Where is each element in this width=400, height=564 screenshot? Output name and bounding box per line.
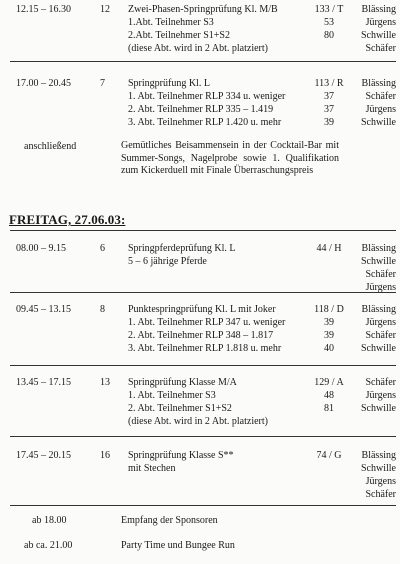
event-time: 13.45 – 17.15 — [16, 377, 71, 388]
event-code: 44 / H — [316, 243, 342, 254]
event-time: 17.45 – 20.15 — [16, 450, 71, 461]
judge-name: Blässing — [361, 78, 396, 89]
judge-name: Jürgens — [365, 476, 396, 487]
event-line: 2. Abt. Teilnehmer S1+S2 — [128, 403, 232, 414]
judge-name: Schwille — [361, 343, 396, 354]
judge-name: Jürgens — [365, 17, 396, 28]
judge-name: Blässing — [361, 304, 396, 315]
event-code: 39 — [324, 117, 334, 128]
event-number: 13 — [100, 377, 110, 388]
event-code: 39 — [324, 330, 334, 341]
note-text: Party Time und Bungee Run — [121, 540, 235, 551]
note-text: Empfang der Sponsoren — [121, 515, 218, 526]
judge-name: Schäfer — [365, 377, 396, 388]
event-description — [128, 303, 313, 355]
event-code: 37 — [324, 91, 334, 102]
event-code: 53 — [324, 17, 334, 28]
judge-name: Schäfer — [365, 91, 396, 102]
event-line: 5 – 6 jährige Pferde — [128, 256, 207, 267]
judge-name: Schäfer — [365, 269, 396, 280]
judge-name: Schwille — [361, 403, 396, 414]
event-line: Punktespringprüfung Kl. L mit Joker — [128, 304, 276, 315]
divider — [10, 365, 396, 366]
event-judges — [344, 3, 396, 55]
event-time: 08.00 – 9.15 — [16, 243, 66, 254]
event-line: Springprüfung Klasse M/A — [128, 377, 237, 388]
event-description — [128, 77, 313, 129]
event-judges — [344, 242, 396, 294]
event-code: 74 / G — [316, 450, 342, 461]
event-code: 118 / D — [314, 304, 344, 315]
event-description — [128, 376, 313, 428]
divider — [10, 436, 396, 437]
event-number: 8 — [100, 304, 105, 315]
event-line: Springprüfung Kl. L — [128, 78, 210, 89]
event-line: 1. Abt. Teilnehmer RLP 334 u. weniger — [128, 91, 286, 102]
note-time: ab ca. 21.00 — [24, 540, 73, 551]
event-line: 3. Abt. Teilnehmer RLP 1.818 u. mehr — [128, 343, 282, 354]
event-code: 37 — [324, 104, 334, 115]
event-line: mit Stechen — [128, 463, 176, 474]
event-code: 48 — [324, 390, 334, 401]
event-code: 80 — [324, 30, 334, 41]
judge-name: Schäfer — [365, 489, 396, 500]
event-line: Springpferdeprüfung Kl. L — [128, 243, 236, 254]
judge-name: Schwille — [361, 463, 396, 474]
judge-name: Schäfer — [365, 43, 396, 54]
event-code: 40 — [324, 343, 334, 354]
judge-name: Jürgens — [365, 104, 396, 115]
event-line: Zwei-Phasen-Springprüfung Kl. M/B — [128, 4, 278, 15]
event-description — [128, 242, 313, 268]
event-judges — [344, 376, 396, 415]
event-line: 1. Abt. Teilnehmer S3 — [128, 390, 216, 401]
event-judges — [344, 77, 396, 129]
event-line: 3. Abt. Teilnehmer RLP 1.420 u. mehr — [128, 117, 282, 128]
event-number: 12 — [100, 4, 110, 15]
event-description — [128, 449, 313, 475]
judge-name: Blässing — [361, 450, 396, 461]
afterwards-text: Gemütliches Beisammensein in der Cocktail-Bar mit Summer-Songs, Nagelprobe sowie 1. Qualifikation zum Kickerduell mit Finale Überraschungspreis — [121, 140, 339, 176]
event-number: 7 — [100, 78, 105, 89]
judge-name: Schwille — [361, 117, 396, 128]
divider — [10, 61, 396, 62]
event-code: 39 — [324, 317, 334, 328]
event-number: 16 — [100, 450, 110, 461]
event-line: 1. Abt. Teilnehmer RLP 347 u. weniger — [128, 317, 286, 328]
event-code: 133 / T — [314, 4, 344, 15]
afterwards-label: anschließend — [24, 141, 77, 152]
event-code: 81 — [324, 403, 334, 414]
event-line: 2. Abt. Teilnehmer RLP 335 – 1.419 — [128, 104, 274, 115]
judge-name: Jürgens — [365, 317, 396, 328]
event-line: 1.Abt. Teilnehmer S3 — [128, 17, 214, 28]
judge-name: Schäfer — [365, 330, 396, 341]
event-line: 2. Abt. Teilnehmer RLP 348 – 1.817 — [128, 330, 274, 341]
event-time: 17.00 – 20.45 — [16, 78, 71, 89]
judge-name: Blässing — [361, 243, 396, 254]
judge-name: Schwille — [361, 30, 396, 41]
event-time: 12.15 – 16.30 — [16, 4, 71, 15]
event-number: 6 — [100, 243, 105, 254]
day-heading: FREITAG, 27.06.03: — [9, 212, 126, 227]
event-judges — [344, 449, 396, 501]
judge-name: Blässing — [361, 4, 396, 15]
judge-name: Schwille — [361, 256, 396, 267]
event-judges — [344, 303, 396, 355]
event-line: (diese Abt. wird in 2 Abt. platziert) — [128, 416, 268, 427]
judge-name: Jürgens — [365, 282, 396, 293]
divider — [10, 505, 396, 506]
event-code: 113 / R — [314, 78, 344, 89]
event-time: 09.45 – 13.15 — [16, 304, 71, 315]
note-time: ab 18.00 — [32, 515, 67, 526]
event-description — [128, 3, 313, 55]
divider — [10, 230, 396, 231]
event-code: 129 / A — [314, 377, 344, 388]
event-line: (diese Abt. wird in 2 Abt. platziert) — [128, 43, 268, 54]
event-line: Springprüfung Klasse S** — [128, 450, 234, 461]
event-line: 2.Abt. Teilnehmer S1+S2 — [128, 30, 230, 41]
divider — [10, 292, 396, 293]
judge-name: Jürgens — [365, 390, 396, 401]
